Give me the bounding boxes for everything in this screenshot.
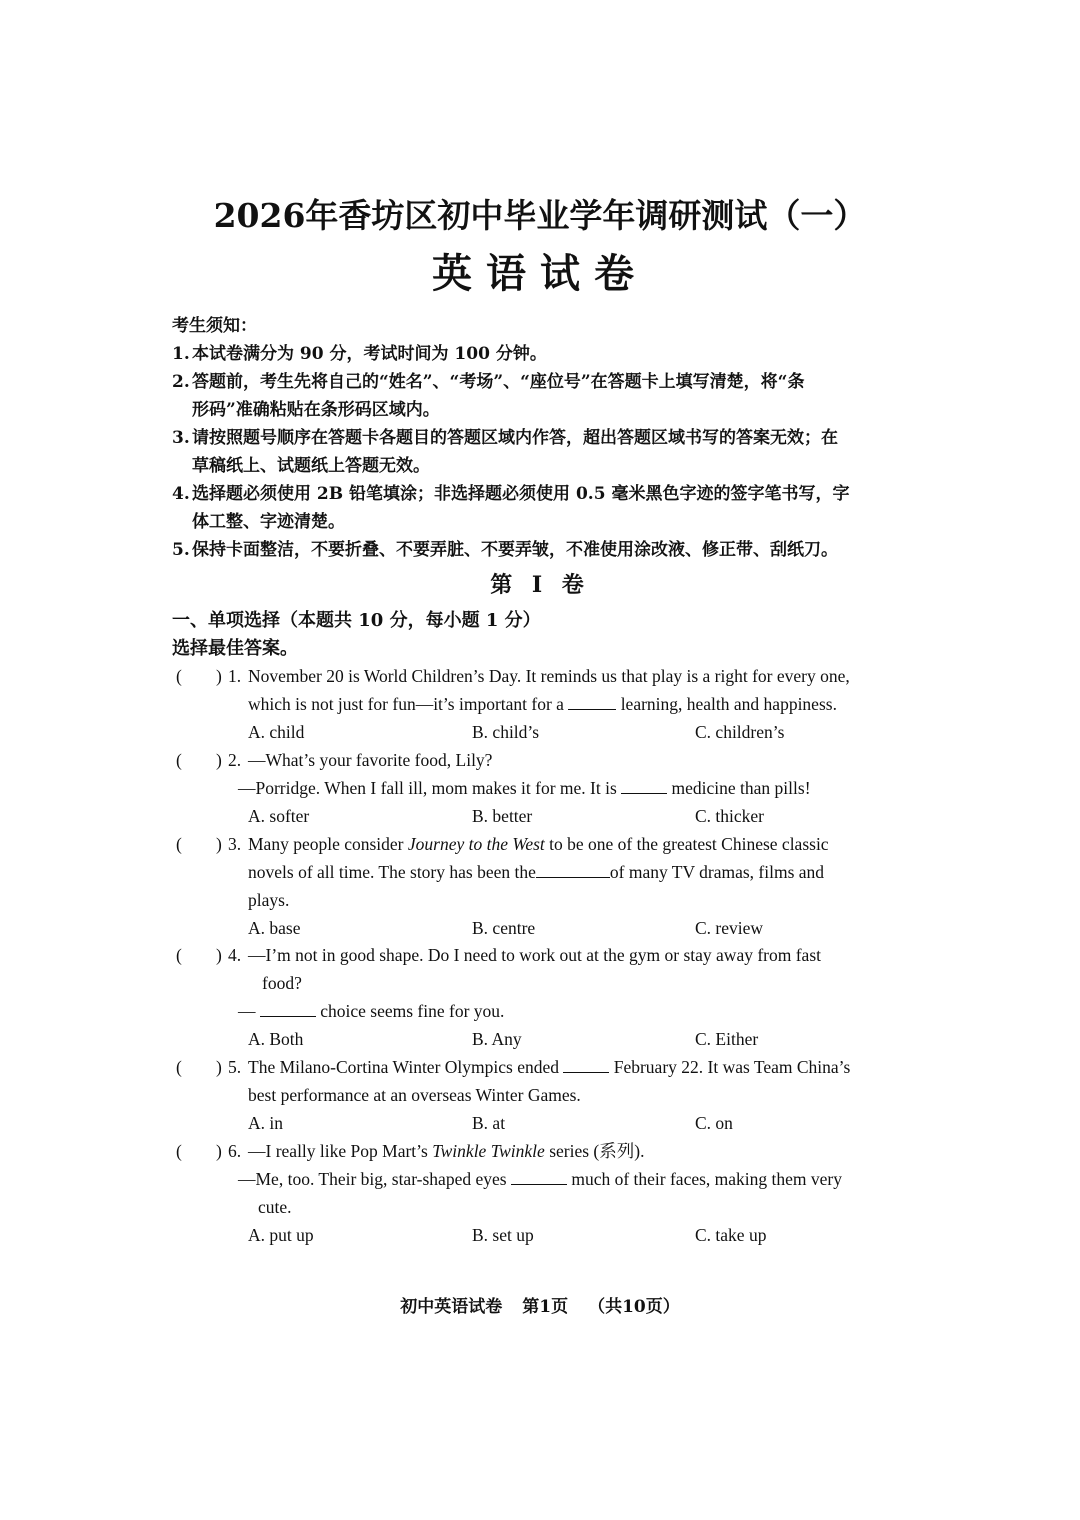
question-text: medicine than pills! [671,778,811,798]
footer-total-pages: （共10页） [588,1297,680,1317]
notice-item [172,536,912,564]
option-a: A. child [248,722,305,742]
dialog-dash: — [238,1001,256,1021]
answer-bracket-open: ( [176,1141,182,1161]
question [172,830,912,942]
notice-item-number: 3. [172,428,190,448]
question-text: much of their faces, making them very [571,1169,842,1189]
book-title: Journey to the West [407,834,545,854]
question-text: February 22. It was Team China’s [613,1057,851,1077]
notice-item [172,340,912,368]
question-text: —I’m not in good shape. Do I need to work out at the gym or stay away from fast [248,945,821,965]
notice-heading: 考生须知： [172,316,257,336]
question [172,662,912,746]
answer-blank [511,1166,567,1185]
footer-paper-name: 初中英语试卷 [400,1297,503,1317]
notice-item-text: 答题前，考生先将自己的“姓名”、“考场”、“座位号”在答题卡上填写清楚，将“条 [192,372,805,392]
section-instruction: 选择最佳答案。 [172,638,298,659]
question-text: The Milano-Cortina Winter Olympics ended [248,1057,559,1077]
notice-item [172,480,912,536]
notice-item [172,424,912,480]
question-text: November 20 is World Children’s Day. It reminds us that play is a right for every one, [248,666,850,686]
option-a: A. Both [248,1029,304,1049]
question-number: 1. [228,666,242,686]
question-text: —Porridge. When I fall ill, mom makes it for me. It is [238,778,617,798]
answer-bracket-open: ( [176,750,182,770]
option-b: B. Any [472,1029,522,1049]
question [172,1053,912,1137]
notice-item-number: 4. [172,484,190,504]
answer-bracket-open: ( [176,945,182,965]
question-text: to be one of the greatest Chinese classic [549,834,829,854]
answer-bracket-close: ) [216,1141,222,1161]
section-title: 一、单项选择（本题共 10 分，每小题 1 分） [172,610,541,631]
answer-blank [536,859,610,878]
option-b: B. child’s [472,722,540,742]
answer-bracket-open: ( [176,834,182,854]
notice-item-number: 5. [172,540,190,560]
exam-title: 2026年香坊区初中毕业学年调研测试（一） [213,196,867,235]
option-a: A. put up [248,1225,314,1245]
notice-item-text: 草稿纸上、试题纸上答题无效。 [192,456,430,476]
option-a: A. base [248,918,301,938]
question-text: plays. [248,890,290,910]
option-c: C. Either [695,1029,759,1049]
option-b: B. centre [472,918,536,938]
question-text: learning, health and happiness. [620,694,837,714]
option-c: C. take up [695,1225,767,1245]
answer-bracket-open: ( [176,666,182,686]
question-number: 5. [228,1057,242,1077]
option-a: A. softer [248,806,310,826]
notice-item-text: 保持卡面整洁，不要折叠、不要弄脏、不要弄皱，不准使用涂改液、修正带、刮纸刀。 [192,540,838,560]
answer-blank [621,775,667,794]
question-text: novels of all time. The story has been the [248,862,536,882]
question-text: —I really like Pop Mart’s [248,1141,428,1161]
answer-blank [563,1054,609,1073]
question-text: food? [262,973,302,993]
question [172,941,912,1053]
notice-item-text: 请按照题号顺序在答题卡各题目的答题区域内作答，超出答题区域书写的答案无效；在 [192,428,838,448]
notice-item-text: 选择题必须使用 2B 铅笔填涂；非选择题必须使用 0.5 毫米黑色字迹的签字笔书写，字 [192,484,850,504]
option-b: B. set up [472,1225,534,1245]
question-text: choice seems fine for you. [320,1001,505,1021]
exam-subtitle: 英语试卷 [432,250,648,297]
notice-item-text: 形码”准确粘贴在条形码区域内。 [192,400,440,420]
option-a: A. in [248,1113,283,1133]
option-c: C. review [695,918,764,938]
question-text: —Me, too. Their big, star-shaped eyes [238,1169,507,1189]
answer-bracket-open: ( [176,1057,182,1077]
notice-item-text: 体工整、字迹清楚。 [192,512,345,532]
volume-heading: 第 I 卷 [490,572,590,598]
question-number: 6. [228,1141,242,1161]
question-number: 3. [228,834,242,854]
page-footer [0,1292,1080,1317]
question [172,1137,912,1249]
option-b: B. at [472,1113,506,1133]
option-c: C. on [695,1113,733,1133]
question-text: best performance at an overseas Winter Games. [248,1085,581,1105]
option-c: C. thicker [695,806,765,826]
answer-bracket-close: ) [216,1057,222,1077]
question-number: 4. [228,945,242,965]
notice-item-number: 1. [172,344,190,364]
question-number: 2. [228,750,242,770]
series-title: Twinkle Twinkle [432,1141,545,1161]
question-text: cute. [258,1197,292,1217]
question-text: series (系列). [549,1141,645,1161]
option-c: C. children’s [695,722,785,742]
answer-bracket-close: ) [216,834,222,854]
question-text: Many people consider [248,834,404,854]
notice-item-text: 本试卷满分为 90 分，考试时间为 100 分钟。 [192,344,547,364]
notice-item [172,368,912,424]
option-b: B. better [472,806,533,826]
question-text: of many TV dramas, films and [609,862,825,882]
answer-blank [260,998,316,1017]
question-text: which is not just for fun—it’s important for a [248,694,564,714]
answer-bracket-close: ) [216,945,222,965]
question-text: —What’s your favorite food, Lily? [248,750,493,770]
candidate-notice [172,312,912,564]
answer-blank [568,691,616,710]
answer-bracket-close: ) [216,666,222,686]
question [172,746,912,830]
answer-bracket-close: ) [216,750,222,770]
notice-item-number: 2. [172,372,190,392]
footer-page-number: 第1页 [522,1297,569,1317]
